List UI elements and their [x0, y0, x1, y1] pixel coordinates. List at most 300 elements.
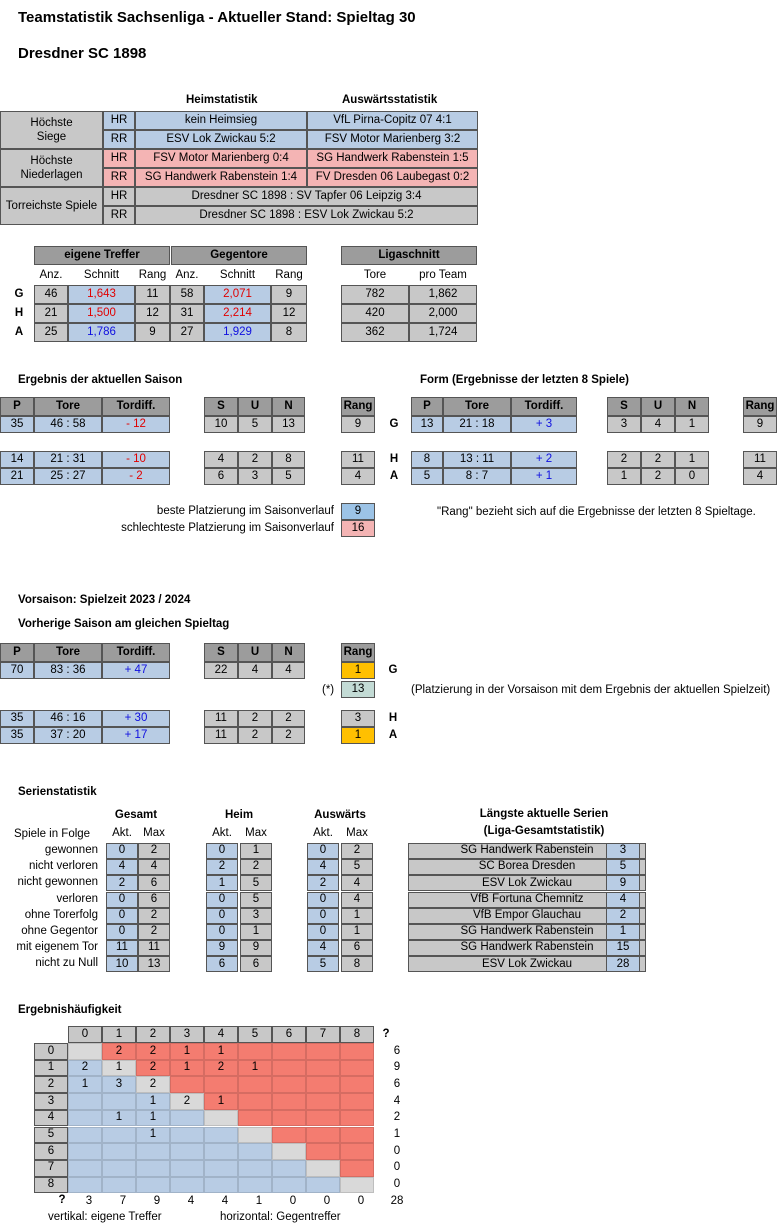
tore-cell: 12: [135, 304, 170, 323]
row-number: 4: [34, 1110, 68, 1127]
saison-cell: 8: [272, 451, 305, 468]
freq-cell: [238, 1043, 272, 1060]
label-line: Höchste: [30, 117, 73, 129]
col-sum: 1: [255, 1195, 263, 1208]
serie-cell: 3: [240, 908, 272, 924]
serie-label: nicht verloren: [28, 860, 98, 873]
freq-cell: [238, 1160, 272, 1177]
star-mark: (*): [322, 684, 335, 696]
row-number: 6: [34, 1143, 68, 1160]
saison-cell: 46 : 58: [34, 416, 102, 433]
serie-cell: 0: [106, 892, 138, 908]
freq-cell: [272, 1093, 306, 1110]
vorsaison-cell: 11: [204, 727, 238, 744]
vorsaison-sub: Vorherige Saison am gleichen Spieltag: [18, 618, 230, 630]
tore-cell: 9: [135, 323, 170, 342]
head-cell: N: [272, 643, 305, 662]
freq-cell: [306, 1076, 340, 1093]
col-sum: 3: [85, 1195, 93, 1208]
freq-cell: [306, 1060, 340, 1077]
tore-cell: 1,643: [68, 285, 135, 304]
vorsaison-cell: 4: [238, 662, 272, 679]
sum-symbol: ?: [382, 1027, 390, 1040]
tore-cell: 11: [135, 285, 170, 304]
row-key: G: [389, 417, 399, 430]
vorsaison-cell: 3: [341, 710, 375, 727]
freq-cell: [340, 1076, 374, 1093]
freq-cell: 3: [102, 1076, 136, 1093]
serie-cell: 5: [240, 892, 272, 908]
tore-cell: 58: [170, 285, 204, 304]
freq-cell: [170, 1160, 204, 1177]
serie-cell: 4: [307, 859, 339, 875]
freq-cell: [340, 1060, 374, 1077]
serie-cell: 1: [206, 875, 238, 891]
serie-team: SG Handwerk Rabenstein: [408, 940, 646, 956]
saison-cell: 3: [238, 468, 272, 485]
rekord-code: RR: [103, 130, 135, 149]
form-cell: 13: [411, 416, 443, 433]
serie-cell: 4: [341, 875, 373, 891]
eigene-header: eigene Treffer: [34, 246, 170, 265]
form-cell: 21 : 18: [443, 416, 511, 433]
rekord-heim: kein Heimsieg: [135, 111, 307, 130]
serie-cell: 1: [240, 843, 272, 859]
col-number: 6: [272, 1026, 306, 1043]
rekord-heim: SG Handwerk Rabenstein 1:4: [135, 168, 307, 187]
row-key: G: [388, 663, 398, 676]
vorsaison-cell: 2: [272, 710, 305, 727]
heim-header: Heim: [224, 809, 254, 822]
form-cell: 5: [411, 468, 443, 485]
form-cell: + 3: [511, 416, 577, 433]
serie-label: nicht zu Null: [35, 957, 98, 970]
freq-cell: [68, 1043, 102, 1060]
freq-cell: 1: [170, 1060, 204, 1077]
rekord-both: Dresdner SC 1898 : ESV Lok Zwickau 5:2: [135, 206, 478, 225]
freq-cell: [204, 1110, 238, 1127]
form-cell: + 2: [511, 451, 577, 468]
label-line: Siege: [36, 131, 67, 143]
serie-label: gewonnen: [44, 844, 98, 856]
saison-cell: 21 : 31: [34, 451, 102, 468]
freq-cell: 2: [170, 1093, 204, 1110]
tore-cell: 1,500: [68, 304, 135, 323]
serie-team: SC Borea Dresden: [408, 859, 646, 875]
serie-max: 28: [606, 956, 640, 972]
form-cell: 1: [675, 416, 709, 433]
col-head: Rang: [275, 269, 303, 282]
freq-cell: [306, 1093, 340, 1110]
serie-cell: 0: [106, 924, 138, 940]
serie-cell: 6: [240, 956, 272, 972]
serie-cell: 6: [138, 892, 170, 908]
freq-cell: [272, 1127, 306, 1144]
tore-cell: 782: [341, 285, 409, 304]
col-head: Anz.: [175, 269, 199, 282]
vorsaison-cell: 70: [0, 662, 34, 679]
row-number: 1: [34, 1060, 68, 1077]
row-number: 3: [34, 1093, 68, 1110]
liga-header: Ligaschnitt: [341, 246, 477, 265]
rekord-code: HR: [103, 187, 135, 206]
tore-cell: 2,214: [204, 304, 271, 323]
freq-cell: 1: [238, 1060, 272, 1077]
saison-cell: 5: [272, 468, 305, 485]
rekord-both: Dresdner SC 1898 : SV Tapfer 06 Leipzig 3:4: [135, 187, 478, 206]
col-sum: 4: [187, 1195, 195, 1208]
freq-cell: 2: [68, 1060, 102, 1077]
serie-cell: 4: [307, 940, 339, 956]
serie-cell: 9: [206, 940, 238, 956]
team-name: Dresdner SC 1898: [18, 45, 147, 62]
beste-label: beste Platzierung im Saisonverlauf: [156, 505, 334, 517]
row-number: 7: [34, 1160, 68, 1177]
freq-cell: 2: [136, 1076, 170, 1093]
col-number: 7: [306, 1026, 340, 1043]
vorsaison-cell: 11: [204, 710, 238, 727]
saison-cell: 4: [341, 468, 375, 485]
serien-title: Serienstatistik: [18, 786, 97, 798]
haeufigkeit-title: Ergebnishäufigkeit: [18, 1004, 122, 1016]
head-cell: N: [675, 397, 709, 416]
head-cell: Tore: [34, 397, 102, 416]
col-number: 3: [170, 1026, 204, 1043]
rekord-label-text: [0, 187, 103, 225]
freq-cell: [238, 1177, 272, 1194]
label-line: Torreichste Spiele: [5, 200, 98, 212]
head-cell: P: [0, 397, 34, 416]
tore-cell: 9: [271, 285, 307, 304]
freq-cell: [306, 1110, 340, 1127]
serie-cell: 0: [307, 908, 339, 924]
freq-cell: 1: [68, 1076, 102, 1093]
tore-cell: 8: [271, 323, 307, 342]
rekord-aus: VfL Pirna-Copitz 07 4:1: [307, 111, 478, 130]
freq-cell: [272, 1160, 306, 1177]
serie-max: 1: [606, 924, 640, 940]
freq-cell: [170, 1127, 204, 1144]
rekord-code: HR: [103, 149, 135, 168]
serie-max: 9: [606, 875, 640, 891]
form-cell: 1: [675, 451, 709, 468]
schlecht-value: 16: [341, 520, 375, 537]
serie-cell: 2: [138, 843, 170, 859]
vorsaison-cell: + 30: [102, 710, 170, 727]
rekord-label-text: [0, 149, 103, 187]
col-head: Anz.: [39, 269, 63, 282]
head-cell: U: [641, 397, 675, 416]
freq-cell: 2: [136, 1060, 170, 1077]
gegen-header: Gegentore: [171, 246, 307, 265]
liga-header: Längste aktuelle Serien: [479, 808, 609, 821]
serie-team: SG Handwerk Rabenstein: [408, 843, 646, 859]
col-sum: 7: [119, 1195, 127, 1208]
row-key: G: [14, 287, 24, 300]
col-number: 2: [136, 1026, 170, 1043]
freq-cell: [102, 1160, 136, 1177]
head-cell: Tordiff.: [102, 643, 170, 662]
col-number: 0: [68, 1026, 102, 1043]
saison-cell: 11: [341, 451, 375, 468]
rekord-code: RR: [103, 168, 135, 187]
col-number: 8: [340, 1026, 374, 1043]
head-cell: P: [0, 643, 34, 662]
akt-max-head: Akt.: [313, 827, 333, 840]
freq-cell: 2: [136, 1043, 170, 1060]
serie-cell: 2: [206, 859, 238, 875]
freq-cell: [204, 1127, 238, 1144]
form-cell: 2: [641, 468, 675, 485]
freq-cell: [68, 1127, 102, 1144]
form-cell: 9: [743, 416, 777, 433]
tore-cell: 25: [34, 323, 68, 342]
vorsaison-cell: 46 : 16: [34, 710, 102, 727]
freq-cell: 2: [102, 1043, 136, 1060]
head-cell: Tore: [34, 643, 102, 662]
legend-vertical: vertikal: eigene Treffer: [48, 1211, 162, 1223]
serie-label: mit eigenem Tor: [16, 941, 98, 954]
col-sum: 0: [289, 1195, 297, 1208]
row-key: A: [14, 325, 24, 338]
rekord-label-text: [0, 111, 103, 149]
tore-cell: 1,724: [409, 323, 477, 342]
freq-cell: [102, 1143, 136, 1160]
vorsaison-cell: 83 : 36: [34, 662, 102, 679]
serie-cell: 0: [206, 908, 238, 924]
tore-cell: 420: [341, 304, 409, 323]
form-cell: 8 : 7: [443, 468, 511, 485]
row-key: H: [389, 452, 399, 465]
form-title: Form (Ergebnisse der letzten 8 Spiele): [420, 374, 629, 386]
tore-cell: 21: [34, 304, 68, 323]
liga-header-2: (Liga-Gesamtstatistik): [483, 825, 605, 838]
col-head: Tore: [363, 269, 387, 282]
head-cell: Tordiff.: [511, 397, 577, 416]
row-number: 2: [34, 1076, 68, 1093]
freq-cell: [306, 1127, 340, 1144]
saison-cell: 10: [204, 416, 238, 433]
freq-cell: [170, 1076, 204, 1093]
row-key: A: [388, 728, 398, 741]
form-cell: 13 : 11: [443, 451, 511, 468]
serie-label: nicht gewonnen: [17, 876, 98, 889]
freq-cell: 1: [136, 1093, 170, 1110]
tore-cell: 1,929: [204, 323, 271, 342]
akt-max-head: Max: [245, 827, 267, 840]
row-number: 8: [34, 1177, 68, 1194]
saison-cell: 21: [0, 468, 34, 485]
rekord-code: HR: [103, 111, 135, 130]
star-note: (Platzierung in der Vorsaison mit dem Ergebnis der aktuellen Spielzeit): [411, 684, 771, 696]
form-cell: 4: [743, 468, 777, 485]
serie-cell: 0: [106, 908, 138, 924]
serie-cell: 6: [138, 875, 170, 891]
tore-cell: 2,000: [409, 304, 477, 323]
freq-cell: [136, 1143, 170, 1160]
freq-cell: [68, 1110, 102, 1127]
freq-cell: [238, 1143, 272, 1160]
head-cell: P: [411, 397, 443, 416]
tore-cell: 362: [341, 323, 409, 342]
head-cell: Tordiff.: [102, 397, 170, 416]
row-number: 0: [34, 1043, 68, 1060]
col-number: 1: [102, 1026, 136, 1043]
head-cell: U: [238, 643, 272, 662]
serie-max: 4: [606, 892, 640, 908]
vorsaison-cell: + 47: [102, 662, 170, 679]
vorsaison-cell: 22: [204, 662, 238, 679]
legend-horizontal: horizontal: Gegentreffer: [220, 1211, 341, 1223]
freq-cell: 1: [204, 1093, 238, 1110]
tore-cell: 27: [170, 323, 204, 342]
head-cell: Rang: [341, 397, 375, 416]
freq-cell: [170, 1110, 204, 1127]
aus-header: Auswärts: [314, 809, 366, 822]
serie-team: ESV Lok Zwickau: [408, 875, 646, 891]
freq-cell: [272, 1043, 306, 1060]
row-sum: 6: [393, 1044, 401, 1057]
vorsaison-cell: + 17: [102, 727, 170, 744]
freq-cell: [340, 1043, 374, 1060]
col-sum: 0: [323, 1195, 331, 1208]
vorsaison-cell: 35: [0, 727, 34, 744]
form-cell: 1: [607, 468, 641, 485]
tore-cell: 1,786: [68, 323, 135, 342]
vorsaison-cell: 2: [272, 727, 305, 744]
beste-value: 9: [341, 503, 375, 520]
serie-cell: 0: [206, 843, 238, 859]
serie-cell: 6: [341, 940, 373, 956]
col-head: Schnitt: [219, 269, 256, 282]
serie-cell: 5: [341, 859, 373, 875]
form-cell: 4: [641, 416, 675, 433]
saison-cell: 14: [0, 451, 34, 468]
freq-cell: [204, 1143, 238, 1160]
freq-cell: [340, 1160, 374, 1177]
serie-team: VfB Fortuna Chemnitz: [408, 892, 646, 908]
serie-team: ESV Lok Zwickau: [408, 956, 646, 972]
saison-cell: 25 : 27: [34, 468, 102, 485]
vorsaison-cell: 1: [341, 727, 375, 744]
serie-cell: 4: [138, 859, 170, 875]
saison-cell: 9: [341, 416, 375, 433]
freq-cell: [68, 1143, 102, 1160]
form-cell: 3: [607, 416, 641, 433]
serie-max: 2: [606, 908, 640, 924]
freq-cell: [204, 1177, 238, 1194]
freq-cell: [306, 1177, 340, 1194]
row-sum: 4: [393, 1094, 401, 1107]
row-key: A: [389, 469, 399, 482]
label-line: Höchste: [30, 155, 73, 167]
freq-cell: [306, 1043, 340, 1060]
saison-cell: - 12: [102, 416, 170, 433]
saison-cell: 2: [238, 451, 272, 468]
head-cell: U: [238, 397, 272, 416]
serie-label: ohne Gegentor: [21, 925, 98, 937]
akt-max-head: Max: [346, 827, 368, 840]
freq-cell: 1: [170, 1043, 204, 1060]
serie-cell: 2: [138, 924, 170, 940]
freq-cell: [204, 1160, 238, 1177]
freq-cell: [68, 1093, 102, 1110]
row-sum: 2: [393, 1111, 401, 1124]
freq-cell: [238, 1076, 272, 1093]
freq-cell: [102, 1127, 136, 1144]
form-cell: 2: [641, 451, 675, 468]
freq-cell: [340, 1127, 374, 1144]
freq-cell: [340, 1143, 374, 1160]
rekord-aus: FSV Motor Marienberg 3:2: [307, 130, 478, 149]
freq-cell: [272, 1076, 306, 1093]
serie-cell: 4: [106, 859, 138, 875]
row-header: Spiele in Folge: [14, 828, 91, 840]
freq-cell: [102, 1093, 136, 1110]
freq-cell: 1: [102, 1060, 136, 1077]
head-cell: Tore: [443, 397, 511, 416]
tore-cell: 12: [271, 304, 307, 323]
freq-cell: [340, 1177, 374, 1194]
col-sum: 0: [357, 1195, 365, 1208]
sum-symbol-2: ?: [58, 1194, 66, 1207]
row-number: 5: [34, 1127, 68, 1144]
serie-cell: 2: [106, 875, 138, 891]
saison-cell: 4: [204, 451, 238, 468]
saison-cell: 13: [272, 416, 305, 433]
serie-cell: 6: [206, 956, 238, 972]
serie-cell: 11: [138, 940, 170, 956]
form-cell: + 1: [511, 468, 577, 485]
serie-cell: 2: [307, 875, 339, 891]
col-number: 4: [204, 1026, 238, 1043]
serie-team: VfB Empor Glauchau: [408, 908, 646, 924]
rekord-heim: ESV Lok Zwickau 5:2: [135, 130, 307, 149]
freq-cell: [306, 1143, 340, 1160]
freq-cell: [136, 1177, 170, 1194]
serie-cell: 13: [138, 956, 170, 972]
serie-cell: 0: [206, 924, 238, 940]
freq-cell: [340, 1110, 374, 1127]
vorsaison-cell: 4: [272, 662, 305, 679]
freq-cell: [68, 1160, 102, 1177]
freq-cell: [272, 1143, 306, 1160]
serie-cell: 2: [240, 859, 272, 875]
akt-max-head: Akt.: [212, 827, 232, 840]
form-cell: 8: [411, 451, 443, 468]
saison-title: Ergebnis der aktuellen Saison: [18, 374, 183, 386]
head-cell: S: [204, 397, 238, 416]
page-title: Teamstatistik Sachsenliga - Aktueller Stand: Spieltag 30: [18, 9, 416, 26]
vorsaison-cell: 1: [341, 662, 375, 679]
freq-cell: [204, 1076, 238, 1093]
akt-max-head: Max: [143, 827, 165, 840]
freq-cell: 1: [136, 1110, 170, 1127]
saison-cell: 35: [0, 416, 34, 433]
tore-cell: 31: [170, 304, 204, 323]
freq-cell: [102, 1177, 136, 1194]
serie-cell: 2: [341, 843, 373, 859]
serie-max: 15: [606, 940, 640, 956]
freq-cell: [272, 1110, 306, 1127]
serie-cell: 5: [240, 875, 272, 891]
serie-cell: 9: [240, 940, 272, 956]
serie-cell: 0: [307, 843, 339, 859]
label-line: Niederlagen: [20, 169, 83, 181]
vorsaison-cell: 37 : 20: [34, 727, 102, 744]
serie-max: 5: [606, 859, 640, 875]
serie-label: ohne Torerfolg: [24, 908, 98, 921]
